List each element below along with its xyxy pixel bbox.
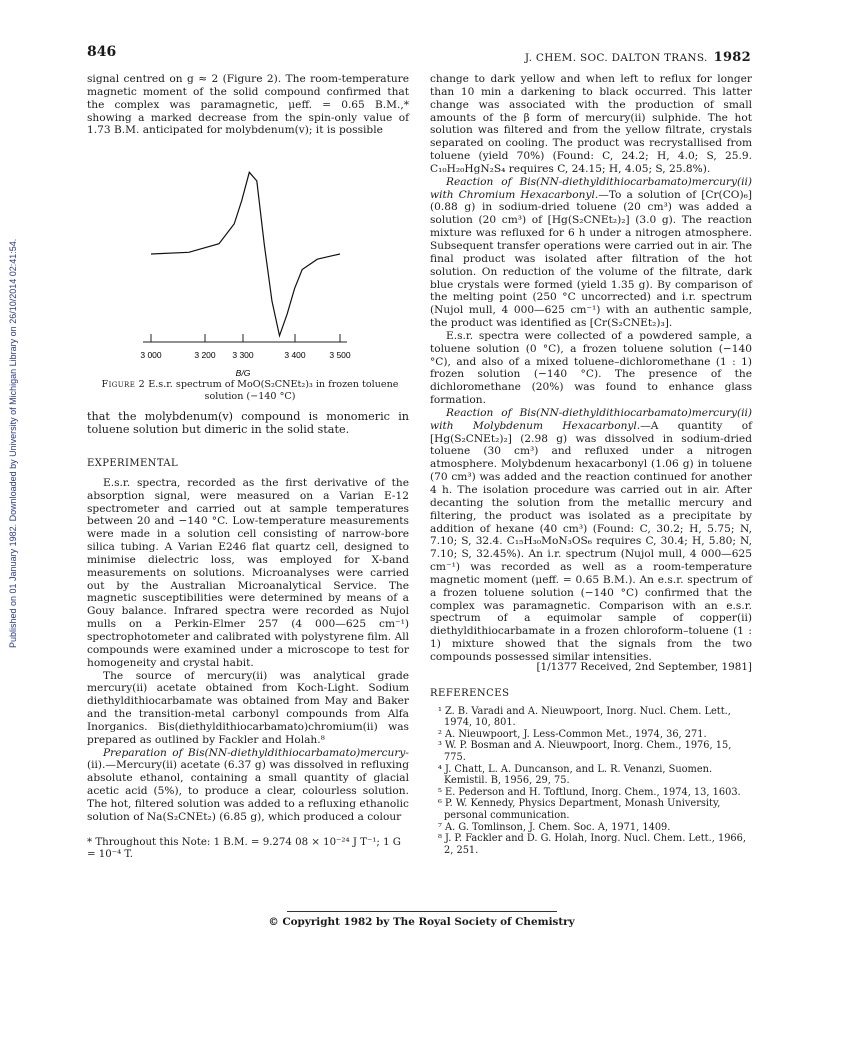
x-axis-ticks [140, 334, 351, 360]
left-column-bottom [87, 410, 409, 436]
x-tick-label: 3 200 [194, 350, 216, 360]
x-tick-label: 3 500 [329, 350, 351, 360]
x-tick-label: 3 000 [140, 350, 162, 360]
reference-item: ⁶ P. W. Kennedy, Physics Department, Monash University, personal communication. [438, 798, 721, 821]
reference-item: ⁸ J. P. Fackler and D. G. Holah, Inorg. Nucl. Chem. Lett., 1966, 2, 251. [438, 833, 747, 856]
reference-item: ³ W. P. Bosman and A. Nieuwpoort, Inorg. Chem., 1976, 15, 775. [438, 740, 732, 763]
molybdenum-reaction-title: Reaction of Bis(NN-diethyldithiocarbamato)mercury(ii) with Molybdenum Hexacarbonyl. [430, 406, 752, 432]
esr-paragraph: E.s.r. spectra were collected of a powdered sample, a toluene solution (0 °C), a frozen toluene solution (−140 °C), and also of a mixed toluene–dichloromethane (1 : 1) frozen solution (−140 °C). The presence of the dichloromethane (20%) was found to enhance glass formation. [430, 329, 752, 407]
footer-rule [287, 911, 557, 912]
left-paragraph-1: signal centred on g ≈ 2 (Figure 2). The room-temperature magnetic moment of the solid compound confirmed that the complex was paramagnetic, μeff. = 0.65 B.M.,* showing a marked decrease from the spin-only value of 1.73 B.M. anticipated for molybdenum(v); it is possible [87, 73, 409, 137]
reference-item: ⁵ E. Pederson and H. Toftlund, Inorg. Chem., 1974, 13, 1603. [438, 786, 741, 798]
experimental-section [87, 458, 409, 824]
caption-label: Figure 2 [101, 379, 146, 390]
experimental-heading: EXPERIMENTAL [87, 458, 179, 469]
right-column [430, 73, 752, 664]
x-tick-label: 3 400 [284, 350, 306, 360]
esr-trace [151, 172, 340, 335]
references-section [430, 688, 752, 856]
esr-spectrum-figure [135, 158, 375, 380]
x-axis-label: B/G [235, 368, 251, 378]
chromium-reaction-text: —To a solution of [Cr(CO)₆] (0.88 g) in sodium-dried toluene (20 cm³) was added a solution (20 cm³) of [Hg(S₂CNEt₂)₂] (3.0 g). The reaction mixture was refluxed for 6 h under a nitrogen atmosphere. Subsequent transfer operations were carried out in air. The final product was isolated after filtration of the hot solution. On reduction of the volume of the filtrate, dark blue crystals were formed (yield 1.35 g). By comparison of the melting point (250 °C uncorrected) and i.r. spectrum (Nujol mull, 4 000—625 cm⁻¹) with an authentic sample, the product was identified as [Cr(S₂CNEt₂)₃]. [430, 188, 752, 330]
preparation-text: (ii).—Mercury(ii) acetate (6.37 g) was dissolved in refluxing absolute ethanol, containing a small quantity of glacial acetic acid (5%), to produce a clear, colourless solution. The hot, filtered solution was added to a refluxing ethanolic solution of Na(S₂CNEt₂) (6.85 g), which produced a colour [87, 759, 409, 823]
page-number: 846 [87, 44, 117, 60]
figure-caption [100, 379, 400, 402]
references-heading: REFERENCES [430, 688, 510, 699]
left-column-top [87, 73, 409, 137]
copyright-notice: © Copyright 1982 by The Royal Society of Chemistry [268, 916, 575, 928]
caption-text: E.s.r. spectrum of MoO(S₂CNEt₂)₃ in frozen toluene solution (−140 °C) [148, 379, 399, 402]
reference-item: ¹ Z. B. Varadi and A. Nieuwpoort, Inorg. Nucl. Chem. Lett., 1974, 10, 801. [438, 705, 731, 729]
experimental-paragraph-1: E.s.r. spectra, recorded as the first derivative of the absorption signal, were measured on a Varian E-12 spectrometer and carried out at sample temperatures between 20 and −140 °C. Low-temperature measurements were made in a solution cell consisting of narrow-bore silica tubing. A Varian E246 flat quartz cell, designed to minimise dielectric loss, was employed for X-band measurements on solutions. Microanalyses were carried out by the Australian Microanalytical Service. The magnetic susceptibilities were determined by means of a Gouy balance. Infrared spectra were recorded as Nujol mulls on a Perkin-Elmer 257 (4 000—625 cm⁻¹) spectrophotometer and calibrated with polystyrene film. All compounds were examined under a microscope to test for homogeneity and crystal habit. [87, 476, 409, 669]
right-paragraph-1: change to dark yellow and when left to reflux for longer than 10 min a darkening to black occurred. This latter change was associated with the production of small amounts of the β form of mercury(ii) sulphide. The hot solution was filtered and from the yellow filtrate, crystals separated on cooling. The product was recrystallised from toluene (yield 70%) (Found: C, 24.2; H, 4.0; S, 25.9. C₁₀H₂₀HgN₂S₄ requires C, 24.15; H, 4.05; S, 25.8%). [430, 73, 752, 175]
download-watermark: Published on 01 January 1982. Downloaded by University of Michigan Library on 26/10/2014 02:41:54. [8, 238, 18, 648]
molybdenum-reaction-text: —A quantity of [Hg(S₂CNEt₂)₂] (2.98 g) was dissolved in sodium-dried toluene (30 cm³) and refluxed under a nitrogen atmosphere. Molybdenum hexacarbonyl (1.06 g) in toluene (70 cm³) was added and the reaction continued for another 4 h. The isolation procedure was carried out in air. After decanting the solution from the metallic mercury and filtering, the product was isolated as a precipitate by addition of hexane (40 cm³) (Found: C, 30.2; H, 5.75; N, 7.10; S, 32.4. C₁₅H₃₀MoN₃OS₆ requires C, 30.4; H, 5.80; N, 7.10; S, 32.45%). An i.r. spectrum (Nujol mull, 4 000—625 cm⁻¹) was recorded as well as a room-temperature magnetic moment (μeff. = 0.65 B.M.). An e.s.r. spectrum of a frozen toluene solution (−140 °C) confirmed that the complex was paramagnetic. Comparison with an e.s.r. spectrum of a equimolar sample of copper(ii) diethyldithiocarbamate in a frozen chloroform–toluene (1 : 1) mixture showed that the signals from the two compounds possessed similar intensities. [430, 419, 752, 663]
reference-item: ² A. Nieuwpoort, J. Less-Common Met., 1974, 36, 271. [438, 728, 707, 740]
journal-year: 1982 [713, 50, 751, 65]
reference-item: ⁷ A. G. Tomlinson, J. Chem. Soc. A, 1971, 1409. [438, 821, 671, 833]
reference-item: ⁴ J. Chatt, L. A. Duncanson, and L. R. Venanzi, Suomen. Kemistil. B, 1956, 29, 75. [438, 763, 713, 787]
molybdenum-reaction-paragraph [430, 407, 752, 664]
journal-title: J. CHEM. SOC. DALTON TRANS. [524, 52, 708, 64]
experimental-paragraph-2: The source of mercury(ii) was analytical grade mercury(ii) acetate obtained from Koch-Light. Sodium diethyldithiocarbamate was obtained from May and Baker and the transition-metal carbonyl compounds from Alfa Inorganics. Bis(diethyldithiocarbamato)chromium(ii) was prepared as outlined by Fackler and Holah.⁸ [87, 669, 409, 746]
journal-header [525, 50, 751, 65]
left-paragraph-2: that the molybdenum(v) compound is monomeric in toluene solution but dimeric in the solid state. [87, 410, 409, 437]
x-tick-label: 3 300 [232, 350, 254, 360]
preparation-paragraph [87, 747, 409, 824]
received-date: [1/1377 Received, 2nd September, 1981] [536, 661, 752, 673]
preparation-title: Preparation of Bis(NN-diethyldithiocarbamato)mercury- [103, 746, 409, 759]
footnote: * Throughout this Note: 1 B.M. = 9.274 08 × 10⁻²⁴ J T⁻¹; 1 G = 10⁻⁴ T. [87, 837, 401, 860]
chromium-reaction-title: Reaction of Bis(NN-diethyldithiocarbamato)mercury(ii) with Chromium Hexacarbonyl. [430, 175, 752, 201]
chromium-reaction-paragraph [430, 176, 752, 330]
